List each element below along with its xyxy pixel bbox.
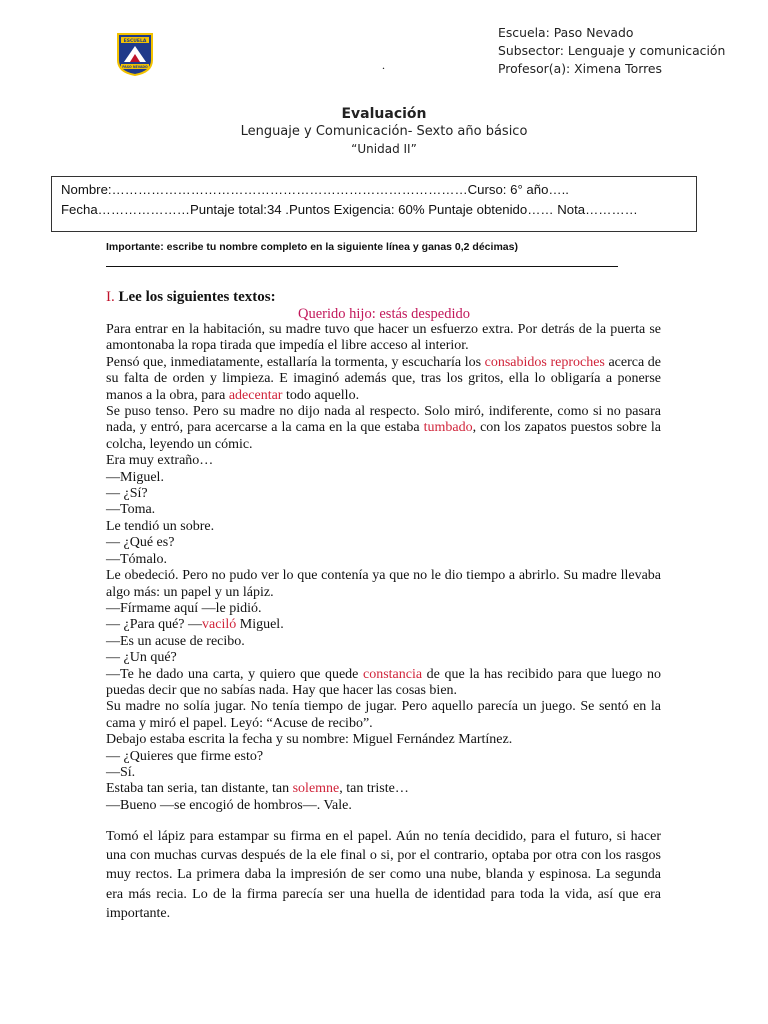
teacher-name: Profesor(a): Ximena Torres [498,61,662,76]
story-line [106,699,661,732]
story-line [106,765,661,781]
logo-bottom-text: PASO NEVADO [122,65,148,69]
story-line [106,453,661,469]
section-label: Lee los siguientes textos: [118,289,276,305]
story-text-segment: —Fírmame aquí —le pidió. [106,600,262,616]
story-text-segment: , con los zapatos puestos sobre la colcha, leyendo un cómic. [106,420,661,452]
name-course-line: Nombre:………………………………………………………………………Curso: 6° año….. [61,182,569,197]
story-text-segment: — ¿Un qué? [106,650,177,666]
title-block [0,105,768,158]
vocabulary-word: constancia [362,666,423,682]
story-line [106,535,661,551]
story-line [106,322,661,355]
story-line [106,355,661,404]
name-write-line [106,266,618,267]
story-title: Querido hijo: estás despedido [298,306,470,322]
story-text-segment: Su madre no solía jugar. No tenía tiempo de jugar. Pero aquello parecía un juego. Se sentó en la cama y miró el papel. Leyó: “Acuse de recibo”. [106,699,661,731]
school-info [498,24,725,78]
story-text-segment: —Miguel. [106,469,164,485]
story-text-segment: todo aquello. [282,387,360,403]
story-text-segment: Le tendió un sobre. [106,518,215,534]
story-text-segment: Miguel. [236,617,284,633]
story-line [106,601,661,617]
story-text-segment: Estaba tan seria, tan distante, tan [106,781,293,797]
student-info-box [51,176,697,232]
unit-subtitle: “Unidad II” [351,142,417,156]
story-text-segment: Le obedeció. Pero no pudo ver lo que contenía ya que no le dio tiempo a abrirlo. Su madre llevaba algo más: un papel y un lápiz. [106,568,661,600]
story-text-segment: — ¿Para qué? — [106,617,203,633]
story-text-segment: Para entrar en la habitación, su madre tuvo que hacer un esfuerzo extra. Por detrás de la puerta se amontonaba la ropa tirada que impedía el libre acceso al interior. [106,322,661,354]
date-score-line: Fecha…………………Puntaje total:34 .Puntos Exigencia: 60% Puntaje obtenido…… Nota………… [61,202,638,217]
story-text-segment: — ¿Qué es? [106,535,175,551]
story-text-segment: —Sí. [106,764,136,780]
story-text-segment: , tan triste… [339,781,409,797]
school-name: Escuela: Paso Nevado [498,25,634,40]
story-line [106,502,661,518]
story-line [106,634,661,650]
story-text-segment: —Bueno —se encogió de hombros—. Vale. [106,797,352,813]
story-text-segment: — ¿Quieres que firme esto? [106,748,264,764]
vocabulary-word: tumbado [423,420,473,436]
logo-top-text: ESCUELA [123,39,147,44]
story-line [106,667,661,700]
story-text-segment: acerca de su falta de orden y limpieza. E imaginó además que, tras los gritos, ella lo obligaría a ponerse manos a la obra, para [106,354,661,403]
story-line [106,749,661,765]
story-text-segment: —Es un acuse de recibo. [106,633,245,649]
story-line [106,617,661,633]
story-text-segment: Pensó que, inmediatamente, estallaría la tormenta, y escucharía los [106,354,485,370]
story-text-segment: —Te he dado una carta, y quiero que quede [106,666,363,682]
story-text-segment: Se puso tenso. Pero su madre no dijo nada al respecto. Solo miró, indiferente, como si no pasara nada, y entró, para acercarse a la cama en la que estaba [106,404,661,436]
story-text-segment: Debajo estaba escrita la fecha y su nombre: Miguel Fernández Martínez. [106,732,513,748]
subsector: Subsector: Lenguaje y comunicación [498,43,726,58]
story-line [106,552,661,568]
vocabulary-word: consabidos reproches [484,354,605,370]
school-logo-icon [116,32,154,76]
subject-subtitle: Lenguaje y Comunicación- Sexto año básico [240,124,528,139]
story-text-segment: —Toma. [106,502,156,518]
story-closing-paragraph: Tomó el lápiz para estampar su firma en el papel. Aún no tenía decidido, para el futuro, si hacer una con muchas curvas después de la ele final o si, por el contrario, optaba por otra con los rasgos muy rectos. La primera daba la impresión de ser como una nube, blanda y espinosa. La segunda era más recia. Lo de la firma parecía ser una huella de identidad para toda la vida, así que era importante. [106,829,661,921]
story-line [106,781,661,797]
story-line [106,798,661,814]
section-heading [106,287,276,307]
story-text [106,322,661,814]
story-line [106,519,661,535]
vocabulary-word: adecentar [228,387,283,403]
vocabulary-word: solemne [292,781,340,797]
story-text-segment: de que la has recibido para que luego no puedas decir que no sabías nada. Hay que hacer las cosas bien. [106,666,661,698]
story-text-segment: — ¿Sí? [106,486,148,502]
story-line [106,650,661,666]
stray-dot: . [382,58,385,72]
story-line [106,568,661,601]
story-line [106,470,661,486]
name-instruction: Importante: escribe tu nombre completo en la siguiente línea y ganas 0,2 décimas) [106,241,518,253]
section-number: I. [106,289,115,305]
story-text-segment: Era muy extraño… [106,453,214,469]
story-line [106,732,661,748]
story-text-segment: —Tómalo. [106,551,168,567]
story-line [106,486,661,502]
story-line [106,404,661,453]
vocabulary-word: vaciló [202,617,237,633]
page-title: Evaluación [341,106,427,122]
